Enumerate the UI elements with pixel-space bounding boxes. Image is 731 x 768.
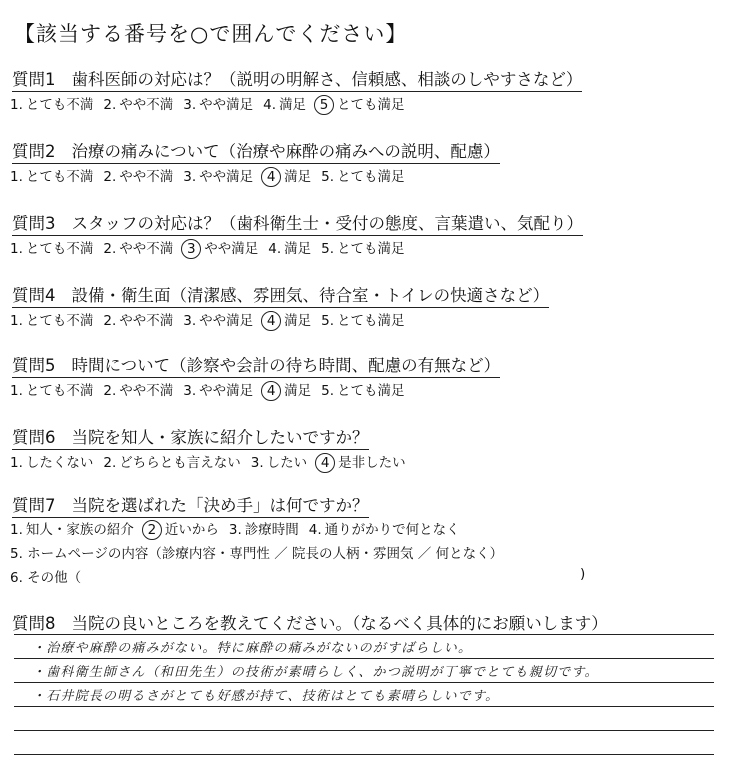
option-number: 2 . [103, 97, 116, 113]
option-number: 3 . [183, 313, 196, 329]
option-label: どちらとも言えない [119, 455, 241, 471]
option-label: とても満足 [337, 241, 405, 257]
answer-line-3: ・石井院長の明るさがとても好感が持て、技術はとても素晴らしいです。 [32, 689, 500, 704]
option-2[interactable] [103, 451, 240, 471]
option-number: 2 . [103, 455, 116, 471]
option-label: 満足 [284, 169, 312, 185]
q7-options-row-2[interactable]: 5. ホームページの内容（診療内容・専門性 ／ 院長の人柄・雰囲気 ／ 何となく） [10, 546, 504, 562]
option-number: 3 . [183, 169, 196, 185]
question-4 [12, 282, 549, 308]
option-number: 1 . [10, 313, 23, 329]
option-number: 2 [142, 520, 162, 540]
option-number: 4 [315, 453, 335, 473]
option-number: 2 . [103, 241, 116, 257]
option-2[interactable] [103, 309, 173, 329]
question-number: 質問8 [12, 614, 56, 633]
option-label: とても満足 [337, 97, 405, 113]
option-number: 1 . [10, 169, 23, 185]
question-text: 当院を知人・家族に紹介したいですか？ [71, 428, 369, 447]
option-label: やや不満 [119, 241, 174, 257]
options-row-q6 [10, 451, 416, 473]
option-number: 3 . [229, 522, 242, 538]
ruled-line [14, 658, 714, 659]
option-number: 4 . [263, 97, 276, 113]
option-4-selected[interactable] [263, 379, 311, 401]
question-text: 当院の良いところを教えてください。（なるべく具体的にお願いします） [71, 614, 608, 633]
options-row-q4 [10, 309, 415, 331]
option-label: とても不満 [25, 313, 94, 329]
option-number: 1 . [10, 241, 23, 257]
q7-option-2-selected[interactable] [144, 518, 219, 540]
question-text: 歯科医師の対応は？（説明の明解さ、信頼感、相談のしやすさなど） [71, 70, 583, 89]
option-number: 4 [261, 167, 281, 187]
question-number: 質問2 [12, 142, 56, 161]
question-number: 質問6 [12, 428, 56, 447]
option-number: 1 . [10, 97, 23, 113]
option-label: したい [266, 455, 308, 471]
question-3 [12, 210, 583, 236]
option-4[interactable] [268, 237, 311, 257]
option-label: やや満足 [199, 169, 254, 185]
option-label: 満足 [279, 97, 307, 113]
option-number: 2 . [103, 383, 116, 399]
question-number: 質問5 [12, 356, 56, 375]
option-3[interactable] [183, 93, 253, 113]
option-label: 知人・家族の紹介 [25, 522, 134, 538]
question-2 [12, 138, 500, 164]
option-label: したくない [25, 455, 94, 471]
question-8 [12, 610, 608, 635]
q7-option-4[interactable] [309, 518, 460, 538]
option-label: 満足 [284, 313, 312, 329]
question-5 [12, 352, 500, 378]
option-3[interactable] [183, 379, 253, 399]
option-number: 5 . [321, 241, 334, 257]
question-1 [12, 66, 582, 92]
option-2[interactable] [103, 379, 173, 399]
option-label: やや不満 [119, 383, 174, 399]
option-number: 3 [181, 239, 201, 259]
option-number: 2 . [103, 169, 116, 185]
option-label: 近いから [164, 522, 219, 538]
option-3[interactable] [183, 309, 253, 329]
option-5[interactable] [321, 165, 404, 185]
option-5[interactable] [321, 237, 404, 257]
option-1[interactable] [10, 379, 93, 399]
option-number: 4 . [309, 522, 322, 538]
question-text: スタッフの対応は？（歯科衛生士・受付の態度、言葉遣い、気配り） [71, 214, 583, 233]
question-7 [12, 492, 369, 518]
question-6 [12, 424, 369, 450]
q7-options-row-1 [10, 518, 470, 540]
option-3[interactable] [251, 451, 307, 471]
option-4[interactable] [263, 93, 306, 113]
option-label: やや満足 [199, 313, 254, 329]
option-label: やや不満 [119, 97, 174, 113]
option-5[interactable] [321, 379, 404, 399]
option-5[interactable] [321, 309, 404, 329]
question-number: 質問1 [12, 70, 56, 89]
option-number: 3 . [183, 383, 196, 399]
option-1[interactable] [10, 93, 93, 113]
question-text: 当院を選ばれた「決め手」は何ですか？ [71, 496, 369, 515]
option-number: 5 . [321, 383, 334, 399]
option-label: とても不満 [25, 241, 94, 257]
option-1[interactable] [10, 237, 93, 257]
option-label: とても不満 [25, 169, 94, 185]
question-number: 質問7 [12, 496, 56, 515]
ruled-line [14, 682, 714, 683]
question-text: 治療の痛みについて（治療や麻酔の痛みへの説明、配慮） [71, 142, 500, 161]
option-number: 3 . [251, 455, 264, 471]
option-2[interactable] [103, 237, 173, 257]
option-label: 是非したい [338, 455, 406, 471]
answer-line-2: ・歯科衛生師さん（和田先生）の技術が素晴らしく、かつ説明が丁寧でとても親切です。 [32, 665, 599, 680]
answer-line-1: ・治療や麻酔の痛みがない。特に麻酔の痛みがないのがすばらしい。 [32, 641, 473, 656]
question-number: 質問4 [12, 286, 56, 305]
option-number: 4 [261, 311, 281, 331]
q7-other-label: 6. その他（ [10, 570, 82, 586]
option-number: 1 . [10, 455, 23, 471]
q7-option-3[interactable] [229, 518, 299, 538]
option-label: やや不満 [119, 169, 174, 185]
option-4-selected[interactable] [317, 451, 406, 473]
ruled-line [14, 706, 714, 707]
option-label: 診療時間 [244, 522, 299, 538]
option-3[interactable] [183, 165, 253, 185]
option-2[interactable] [103, 165, 173, 185]
options-row-q1 [10, 93, 415, 115]
option-label: とても満足 [337, 383, 405, 399]
option-label: 満足 [284, 383, 312, 399]
options-row-q5 [10, 379, 415, 401]
question-number: 質問3 [12, 214, 56, 233]
option-4-selected[interactable] [263, 309, 311, 331]
option-number: 2 . [103, 313, 116, 329]
option-label: とても満足 [337, 169, 405, 185]
option-number: 4 . [268, 241, 281, 257]
question-text: 設備・衛生面（清潔感、雰囲気、待合室・トイレの快適さなど） [71, 286, 550, 305]
option-1[interactable] [10, 309, 93, 329]
option-number: 5 [314, 95, 334, 115]
ruled-line [14, 730, 714, 731]
option-4-selected[interactable] [263, 165, 311, 187]
option-1[interactable] [10, 165, 93, 185]
option-5-selected[interactable] [316, 93, 405, 115]
option-label: やや満足 [199, 383, 254, 399]
q7-option-1[interactable] [10, 518, 134, 538]
option-label: やや満足 [204, 241, 259, 257]
option-label: とても不満 [25, 97, 94, 113]
option-number: 1 . [10, 383, 23, 399]
ruled-line [14, 754, 714, 755]
options-row-q3 [10, 237, 415, 259]
option-3-selected[interactable] [183, 237, 258, 259]
option-number: 3 . [183, 97, 196, 113]
options-row-q2 [10, 165, 415, 187]
question-text: 時間について（診察や会計の待ち時間、配慮の有無など） [71, 356, 501, 375]
option-label: やや不満 [119, 313, 174, 329]
q7-options-row-3[interactable] [10, 566, 81, 586]
option-label: やや満足 [199, 97, 254, 113]
option-2[interactable] [103, 93, 173, 113]
option-label: 満足 [284, 241, 312, 257]
q7-other-close: ) [580, 566, 586, 582]
option-label: とても不満 [25, 383, 94, 399]
option-number: 1 . [10, 522, 23, 538]
ruled-line [14, 634, 714, 635]
option-number: 5 . [321, 313, 334, 329]
option-number: 4 [261, 381, 281, 401]
option-label: 通りがかりで何となく [324, 522, 460, 538]
page-title: 【該当する番号を○で囲んでください】 [14, 22, 408, 46]
option-1[interactable] [10, 451, 93, 471]
option-number: 5 . [321, 169, 334, 185]
option-label: とても満足 [337, 313, 405, 329]
